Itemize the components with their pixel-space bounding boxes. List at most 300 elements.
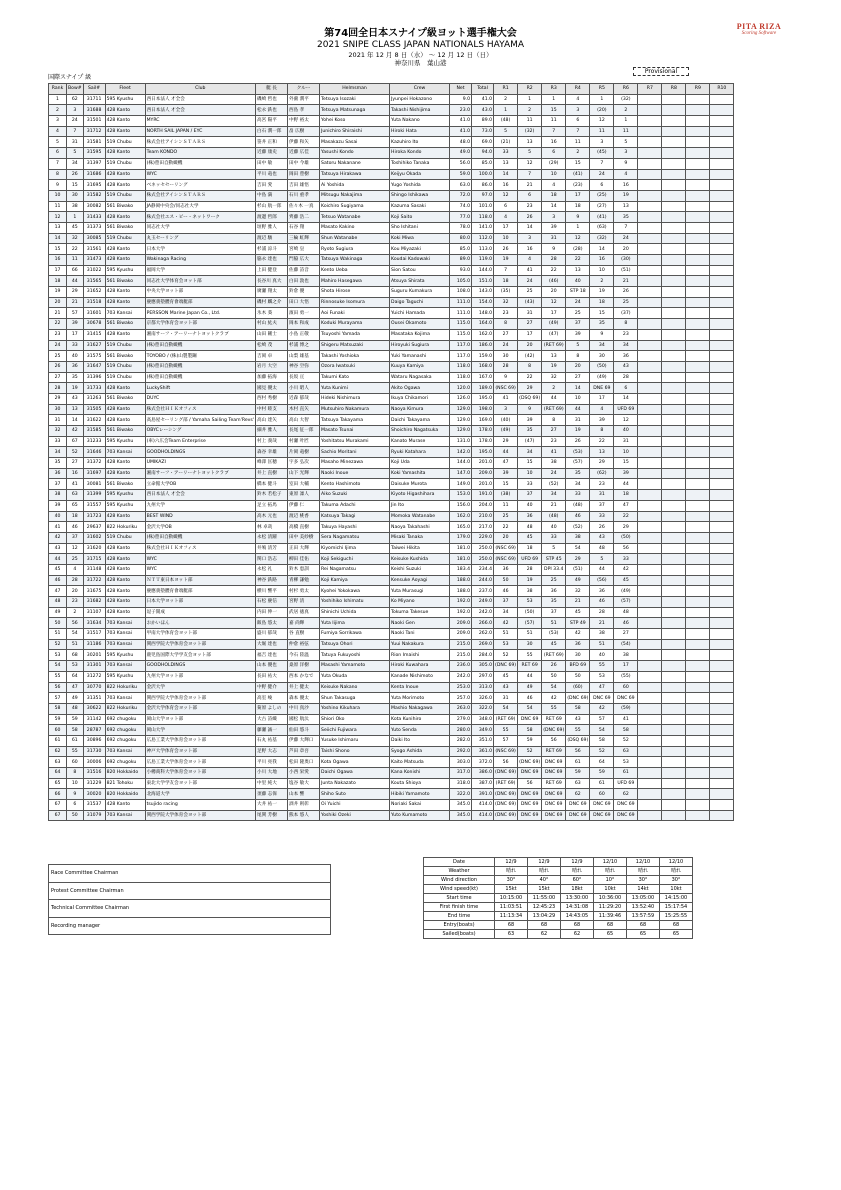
class-label: 国際スナイプ 級 <box>48 74 92 81</box>
table-cell: GOODHOLDINGS <box>145 447 255 458</box>
table-cell <box>662 500 686 511</box>
table-cell: 11 <box>590 126 614 137</box>
table-cell: 47 <box>67 682 84 693</box>
table-cell: 120.0 <box>450 383 472 394</box>
table-cell <box>686 222 710 233</box>
condition-value: 60° <box>561 876 594 885</box>
table-cell <box>638 778 662 789</box>
table-cell: 関口 浩志 <box>256 554 288 565</box>
column-header: Helmsman <box>320 84 390 95</box>
table-cell: 2 <box>49 105 67 116</box>
table-cell: (57) <box>518 618 542 629</box>
table-cell <box>686 511 710 522</box>
table-cell: (RET 69) <box>542 650 566 661</box>
table-cell: 242.0 <box>472 607 494 618</box>
signature-row <box>49 865 331 883</box>
table-cell <box>710 479 734 490</box>
table-cell: 4 <box>542 180 566 191</box>
table-cell: 18 <box>614 490 638 501</box>
table-cell: 中川 真沙 <box>288 703 320 714</box>
table-cell: DNC 69 <box>518 768 542 779</box>
table-cell: 269.0 <box>472 639 494 650</box>
table-cell <box>662 650 686 661</box>
table-cell: 428 Kanto <box>105 415 145 426</box>
table-row <box>49 703 734 714</box>
condition-value: 11:03:51 <box>495 903 528 912</box>
table-cell: Koji Kamiya <box>320 575 390 586</box>
table-cell: 30 <box>494 351 518 362</box>
table-cell: 40 <box>590 650 614 661</box>
table-cell: 209.0 <box>450 618 472 629</box>
table-cell: Kaito Matsuda <box>390 757 450 768</box>
table-cell: 55 <box>49 671 67 682</box>
table-cell: 118.0 <box>450 372 472 383</box>
table-cell: DNC 69 <box>566 810 590 821</box>
table-cell <box>686 308 710 319</box>
table-cell: 29 <box>590 458 614 469</box>
table-row <box>49 607 734 618</box>
table-cell <box>686 800 710 811</box>
table-cell: 横川 響平 <box>256 586 288 597</box>
table-cell: 73.0 <box>472 126 494 137</box>
table-cell: 西本 かなで <box>288 671 320 682</box>
table-cell: 692 chugoku <box>105 725 145 736</box>
condition-row <box>424 921 693 930</box>
table-cell: (63) <box>590 222 614 233</box>
table-cell: 67 <box>67 436 84 447</box>
table-cell: 31582 <box>83 190 105 201</box>
table-cell: 47 <box>494 458 518 469</box>
table-cell: 36 <box>566 639 590 650</box>
table-cell: 35 <box>590 319 614 330</box>
table-cell: MYRC <box>145 116 255 127</box>
condition-value: 14kt <box>627 885 660 894</box>
table-cell: 48 <box>67 703 84 714</box>
table-row <box>49 714 734 725</box>
table-cell: 31723 <box>83 511 105 522</box>
table-cell: 39 <box>518 415 542 426</box>
table-cell: 6 <box>542 148 566 159</box>
table-cell: 21 <box>542 500 566 511</box>
table-cell: 31517 <box>83 629 105 640</box>
table-row <box>49 468 734 479</box>
table-cell: Yoshihiko Ishimatu <box>320 597 390 608</box>
table-cell: 33 <box>542 532 566 543</box>
table-cell: 54 <box>518 703 542 714</box>
table-cell <box>710 607 734 618</box>
table-cell: 692 chugoku <box>105 714 145 725</box>
table-cell: 31 <box>518 308 542 319</box>
table-cell: Takashi Nishijima <box>390 105 450 116</box>
table-row <box>49 308 734 319</box>
table-cell: 伊藤 仁 <box>288 500 320 511</box>
table-cell: 61 <box>49 735 67 746</box>
table-cell <box>686 597 710 608</box>
table-cell: 足立 拓馬 <box>256 500 288 511</box>
table-cell: 31686 <box>83 169 105 180</box>
table-cell: 159.0 <box>472 351 494 362</box>
table-cell: 33 <box>67 340 84 351</box>
table-cell <box>662 276 686 287</box>
table-cell: 峰澤 匡穂 <box>256 458 288 469</box>
condition-value: 30° <box>660 876 693 885</box>
table-cell: 永松 礼 <box>256 564 288 575</box>
table-cell <box>662 586 686 597</box>
table-cell: 111.0 <box>450 297 472 308</box>
condition-value: 68 <box>594 921 627 930</box>
table-cell <box>710 137 734 148</box>
table-cell <box>662 94 686 105</box>
table-cell <box>638 458 662 469</box>
table-cell: 25 <box>518 287 542 298</box>
table-cell: 45 <box>518 532 542 543</box>
table-cell: Koji Sekiguchi <box>320 554 390 565</box>
table-cell: Junta Nakazato <box>320 778 390 789</box>
table-cell: 391.0 <box>472 789 494 800</box>
table-cell: DNC 69 <box>518 789 542 800</box>
table-cell: 大堀 達也 <box>256 639 288 650</box>
table-cell: 19 <box>518 575 542 586</box>
table-cell: 32 <box>49 426 67 437</box>
table-cell: Masakazu Sasai <box>320 137 390 148</box>
table-cell: 24 <box>614 233 638 244</box>
table-cell <box>686 629 710 640</box>
table-cell: Ryoto Sugiura <box>320 244 390 255</box>
table-row <box>49 650 734 661</box>
table-cell: 56 <box>67 618 84 629</box>
table-cell: 25 <box>542 575 566 586</box>
table-cell: Tatsuya Wakinaga <box>320 255 390 266</box>
column-header: Bow# <box>67 84 84 95</box>
table-cell <box>662 404 686 415</box>
table-cell: (53) <box>566 447 590 458</box>
table-cell: 49 <box>67 693 84 704</box>
table-cell <box>638 532 662 543</box>
table-cell: LuckyShift <box>145 383 255 394</box>
table-cell: 42 <box>67 426 84 437</box>
table-cell: 117.0 <box>450 340 472 351</box>
table-cell: 46 <box>67 522 84 533</box>
table-cell: 井上 直樹 <box>256 468 288 479</box>
table-cell: 34 <box>566 479 590 490</box>
table-cell: 37 <box>590 500 614 511</box>
table-cell: BFD 69 <box>566 661 590 672</box>
table-cell: UFD 69 <box>614 404 638 415</box>
table-cell: 52 <box>49 639 67 650</box>
table-cell: Suguru Kumakura <box>390 287 450 298</box>
table-cell <box>710 703 734 714</box>
table-cell: 428 Kanto <box>105 255 145 266</box>
table-cell: Jyunpei Hokazono <box>390 94 450 105</box>
table-row <box>49 436 734 447</box>
table-cell: 42 <box>494 618 518 629</box>
table-cell: 3 <box>614 148 638 159</box>
table-cell <box>686 458 710 469</box>
table-cell: Aiko Suzuki <box>320 490 390 501</box>
table-cell: 93.0 <box>450 265 472 276</box>
condition-value: 30° <box>495 876 528 885</box>
table-cell: 17 <box>518 329 542 340</box>
table-cell: 41 <box>518 265 542 276</box>
table-cell: Kazuhiro Ito <box>390 137 450 148</box>
table-cell: 26 <box>518 212 542 223</box>
table-cell: 外薗 潤平 <box>288 94 320 105</box>
table-cell <box>662 735 686 746</box>
table-cell <box>662 116 686 127</box>
table-cell <box>710 629 734 640</box>
table-cell: tsujido racing <box>145 800 255 811</box>
table-cell: 22 <box>566 255 590 266</box>
table-cell <box>710 500 734 511</box>
condition-label: Sailed(boats) <box>424 930 495 939</box>
table-cell: WYC <box>145 564 255 575</box>
table-cell: Naoki Tani <box>390 629 450 640</box>
table-cell: 30082 <box>83 201 105 212</box>
table-cell: 44 <box>542 393 566 404</box>
table-cell: 佐々木 一真 <box>288 201 320 212</box>
table-cell: Junichiro Shiraishi <box>320 126 390 137</box>
table-cell: 4 <box>67 564 84 575</box>
table-cell <box>638 105 662 116</box>
table-cell: 村上 義哉 <box>256 436 288 447</box>
condition-row <box>424 930 693 939</box>
table-cell: 27 <box>67 458 84 469</box>
table-cell <box>638 735 662 746</box>
table-cell: 31682 <box>83 597 105 608</box>
condition-value: 12/10 <box>594 858 627 867</box>
table-cell: 45 <box>614 575 638 586</box>
condition-value: 10° <box>594 876 627 885</box>
table-cell: 38 <box>518 586 542 597</box>
table-cell: 428 Kanto <box>105 297 145 308</box>
table-row <box>49 265 734 276</box>
table-cell: 藤瀬 誠一 <box>256 725 288 736</box>
table-cell: 67 <box>49 800 67 811</box>
table-cell: 36 <box>614 351 638 362</box>
table-cell: Yuta Morimoto <box>390 693 450 704</box>
table-cell: 414.0 <box>472 800 494 811</box>
condition-value: 晴れ <box>627 867 660 876</box>
table-cell: 広島工業大学体育会ヨット部 <box>145 757 255 768</box>
table-cell: Yoshitatsu Murakami <box>320 436 390 447</box>
table-cell <box>686 757 710 768</box>
table-cell: 215.0 <box>450 639 472 650</box>
condition-value: 12/10 <box>627 858 660 867</box>
table-cell: 595 Kyushu <box>105 650 145 661</box>
table-cell: 田口 大悟 <box>288 297 320 308</box>
table-cell: 23 <box>518 201 542 212</box>
column-header: R8 <box>662 84 686 95</box>
table-cell: 313.0 <box>472 682 494 693</box>
table-cell <box>638 415 662 426</box>
table-cell: 長尾 征一郎 <box>288 426 320 437</box>
table-cell: 31575 <box>83 351 105 362</box>
table-cell: Koji Uda <box>390 458 450 469</box>
table-cell: 48 <box>590 543 614 554</box>
table-cell: Kanato Murase <box>390 436 450 447</box>
table-cell: 42 <box>614 564 638 575</box>
table-cell <box>638 789 662 800</box>
table-cell: 松永 鉄也 <box>256 105 288 116</box>
table-cell: 近藤 康史 <box>256 148 288 159</box>
table-cell: Keisuke Kushida <box>390 554 450 565</box>
table-cell: ベネッセセーリング <box>145 180 255 191</box>
table-cell <box>686 532 710 543</box>
table-cell <box>662 415 686 426</box>
table-row <box>49 746 734 757</box>
table-cell: 10 <box>590 265 614 276</box>
table-cell: 20 <box>614 244 638 255</box>
table-cell: 31652 <box>83 287 105 298</box>
table-cell: 嘉 尚輝 <box>288 618 320 629</box>
table-cell: 19 <box>614 190 638 201</box>
table-cell <box>710 393 734 404</box>
table-cell: DNC 69 <box>590 693 614 704</box>
table-cell: 65 <box>67 500 84 511</box>
table-row <box>49 693 734 704</box>
condition-value: 15:17:54 <box>660 903 693 912</box>
condition-value: 晴れ <box>561 867 594 876</box>
table-cell <box>710 351 734 362</box>
table-cell: 519 Chubu <box>105 361 145 372</box>
table-cell <box>710 650 734 661</box>
table-cell <box>638 490 662 501</box>
table-cell: 39 <box>614 468 638 479</box>
table-cell: 12 <box>566 233 590 244</box>
table-cell: 山田 剛士 <box>256 329 288 340</box>
table-cell: 348.0 <box>472 714 494 725</box>
table-cell <box>662 158 686 169</box>
table-cell: 8 <box>49 169 67 180</box>
table-row <box>49 735 734 746</box>
table-cell: 6 <box>49 148 67 159</box>
table-cell: 428 Kanto <box>105 116 145 127</box>
table-cell: DNC 69 <box>590 800 614 811</box>
table-cell: 31697 <box>83 468 105 479</box>
table-cell: 高山 大智 <box>288 415 320 426</box>
table-cell: DUYC <box>145 393 255 404</box>
table-cell: Shinichi Uchida <box>320 607 390 618</box>
table-cell <box>686 212 710 223</box>
table-cell <box>662 287 686 298</box>
table-cell: Oi Yuichi <box>320 800 390 811</box>
table-cell: 笹井 正和 <box>256 137 288 148</box>
table-cell <box>662 597 686 608</box>
table-cell: 19 <box>494 255 518 266</box>
table-cell <box>710 116 734 127</box>
table-cell: 12 <box>67 543 84 554</box>
table-cell: Hiroki Hata <box>390 126 450 137</box>
table-cell: 20 <box>566 361 590 372</box>
table-cell: 30 <box>590 351 614 362</box>
table-cell: 51 <box>542 618 566 629</box>
table-cell: 249.0 <box>472 597 494 608</box>
table-cell: Yuta Iijima <box>320 618 390 629</box>
table-cell: 長谷川 真大 <box>256 276 288 287</box>
table-cell: 31 <box>590 490 614 501</box>
table-row <box>49 564 734 575</box>
table-cell: 6 <box>518 190 542 201</box>
table-cell: 廣瀬 翔太 <box>256 287 288 298</box>
table-cell <box>710 212 734 223</box>
table-cell: 9 <box>518 404 542 415</box>
table-cell: Koji Saito <box>390 212 450 223</box>
table-cell: 31733 <box>83 383 105 394</box>
table-cell: (DNC 69) <box>494 768 518 779</box>
table-cell: Yoshino Kikuhara <box>320 703 390 714</box>
table-cell: 201.0 <box>472 458 494 469</box>
table-cell <box>662 340 686 351</box>
table-cell: 55 <box>542 703 566 714</box>
table-cell: 29637 <box>83 522 105 533</box>
table-cell: 西島 孝 <box>288 105 320 116</box>
table-cell: 31373 <box>83 222 105 233</box>
table-cell: 3 <box>494 404 518 415</box>
table-cell: 12 <box>590 116 614 127</box>
table-cell: 石谷 翔 <box>288 222 320 233</box>
table-row <box>49 94 734 105</box>
table-row <box>49 233 734 244</box>
table-cell: 60 <box>614 682 638 693</box>
table-cell <box>710 383 734 394</box>
signature-label: Protest Committee Chairman <box>49 882 331 900</box>
table-cell: 28 <box>518 564 542 575</box>
table-cell: Tokuma Takesue <box>390 607 450 618</box>
table-cell: Tatsuya Hirakawa <box>320 169 390 180</box>
table-cell: 金沢大学 <box>145 682 255 693</box>
table-cell <box>686 810 710 821</box>
table-cell <box>638 201 662 212</box>
condition-value: 65 <box>660 930 693 939</box>
table-cell: 326.0 <box>472 693 494 704</box>
table-cell: 250.0 <box>472 554 494 565</box>
table-cell: 100.0 <box>472 169 494 180</box>
table-cell: 22 <box>542 265 566 276</box>
table-cell <box>638 607 662 618</box>
table-row <box>49 329 734 340</box>
table-cell: 703 Kansai <box>105 746 145 757</box>
table-cell <box>662 768 686 779</box>
signature-row <box>49 882 331 900</box>
table-cell: 820 Hokkaido <box>105 768 145 779</box>
table-cell: 34 <box>614 340 638 351</box>
table-cell: Akito Ogawa <box>390 383 450 394</box>
table-cell: 1 <box>49 94 67 105</box>
table-cell <box>686 522 710 533</box>
table-cell <box>662 639 686 650</box>
table-cell: 西村 秀樹 <box>256 393 288 404</box>
table-cell: 67 <box>49 810 67 821</box>
table-cell: 8 <box>518 361 542 372</box>
table-cell: 16 <box>614 180 638 191</box>
table-cell: 小樽商科大学体育会ヨット部 <box>145 768 255 779</box>
table-cell: 561 Biwako <box>105 276 145 287</box>
table-row <box>49 404 734 415</box>
table-cell: 加藤 拓海 <box>256 372 288 383</box>
condition-value: 62 <box>561 930 594 939</box>
table-cell <box>662 468 686 479</box>
table-cell: 428 Kanto <box>105 511 145 522</box>
table-cell: 595 Kyushu <box>105 94 145 105</box>
table-cell: 湘南サーフ・アーリーナトヨットクラブ <box>145 329 255 340</box>
table-cell: 53 <box>614 757 638 768</box>
table-row <box>49 597 734 608</box>
table-cell: 岡田 豊樹 <box>288 169 320 180</box>
table-cell: Noriaki Sakai <box>390 800 450 811</box>
table-cell: 64 <box>590 757 614 768</box>
table-cell: 岡山大学ヨット部 <box>145 714 255 725</box>
table-cell: 198.0 <box>472 404 494 415</box>
